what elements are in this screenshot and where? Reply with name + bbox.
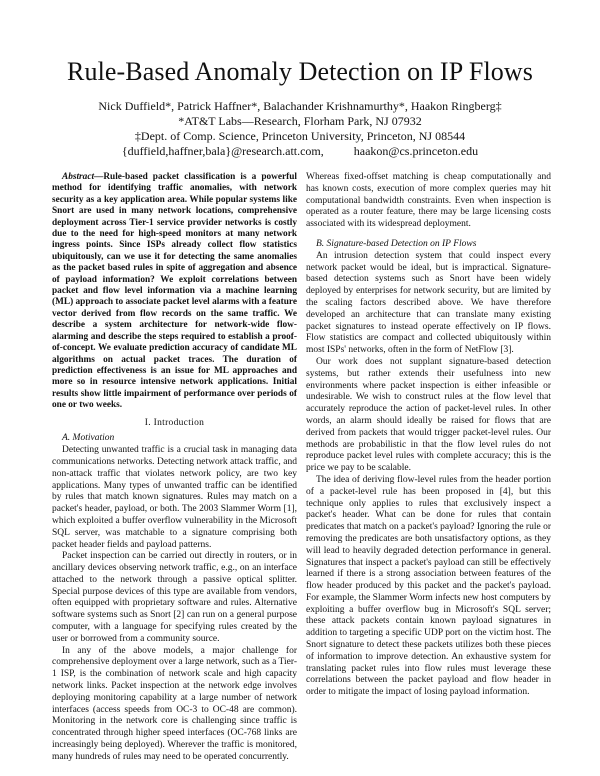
author-emails: {duffield,haffner,bala}@research.att.com, haakon@cs.princeton.edu <box>121 144 479 158</box>
paragraph: An intrusion detection system that could inspect every network packet would be ideal, but is impractical. Signature-based detection systems such as Snort have been widely deployed by enterprises for network security, but are limited by the scaling factors described above. We have therefore developed an architecture that can translate many existing packet signatures to instead operate effectively on IP flows. Flow statistics are compact and collected ubiquitously within most ISPs' networks, often in the form of NetFlow [3]. <box>306 250 551 356</box>
abstract-label: Abstract <box>62 172 95 182</box>
abstract <box>52 172 297 412</box>
left-column <box>52 172 297 764</box>
paragraph: In any of the above models, a major challenge for comprehensive deployment over a large network, such as a Tier-1 ISP, is the combination of network scale and high capacity network links. Packet inspection at the network edge involves deploying monitoring capability at a large number of network interfaces (access speeds from OC-3 to OC-48 are common). Monitoring in the network core is challenging since traffic is concentrated through higher speed interfaces (OC-768 links are increasingly being deployed). Wherever the traffic is monitored, many hundreds of rules may need to be operated concurrently. <box>52 645 297 762</box>
right-column <box>306 172 551 699</box>
paper-title: Rule-Based Anomaly Detection on IP Flows <box>67 57 533 86</box>
abstract-text: —Rule-based packet classification is a powerful method for identifying traffic anomalies, with network security as a key application area. While popular systems like Snort are used in many network locations, comprehensive deployment across Tier-1 service provider networks is costly due to the need for high-speed monitors at many network ingress points. Since ISPs already collect flow statistics ubiquitously, can we use it for detecting the same anomalies as the packet based rules in spite of aggregation and absence of payload information? We exploit correlations between packet and flow level information via a machine learning (ML) approach to associate packet level alarms with a feature vector derived from flow records on the same traffic. We describe a system architecture for network-wide flow-alarming and describe the steps required to establish a proof-of-concept. We evaluate prediction accuracy of candidate ML algorithms on actual packet traces. The duration of prediction effectiveness is an issue for ML approaches and more so in resource intensive network applications. Initial results show little impairment of performance over periods of one or two weeks. <box>52 172 297 411</box>
author-list: Nick Duffield*, Patrick Haffner*, Balachander Krishnamurthy*, Haakon Ringberg‡ <box>98 99 502 113</box>
section-heading-introduction: I. Introduction <box>144 417 205 428</box>
subsection-heading-motivation: A. Motivation <box>62 433 115 444</box>
affiliation-att: *AT&T Labs—Research, Florham Park, NJ 07932 <box>178 114 422 128</box>
subsection-heading-signature-detection: B. Signature-based Detection on IP Flows <box>316 238 477 249</box>
paragraph: The idea of deriving flow-level rules from the header portion of a packet-level rule has been proposed in [4], but this technique only applies to rules that exclusively inspect a packet's header. What can be done for rules that contain predicates that match on a packet's payload? Ignoring the rule or removing the predicates are both unsatisfactory options, as they will lead to heavily degraded detection performance in general. Signatures that inspect a packet's payload can still be effectively learned if there is a strong association between features of the flow header produced by this packet and the packet's payload. For example, the Slammer Worm infects new host computers by exploiting a buffer overflow bug in Microsoft's SQL server; these attack packets contain known payload signatures in addition to targeting a specific UDP port on the victim host. The Snort signature to detect these packets utilizes both these pieces of information to improve detection. An exhaustive system for translating packet rules into flow rules must leverage these correlations between the packet payload and flow header in order to mitigate the impact of losing payload information. <box>306 474 551 698</box>
paragraph: Our work does not supplant signature-based detection systems, but rather extends their usefulness into new environments where packet inspection is either infeasible or undesirable. We wish to construct rules at the flow level that accurately reproduce the action of packet-level rules. In other words, an alarm should ideally be raised for flows that are derived from packets that would trigger packet-level rules. Our methods are probabilistic in that the flow level rules do not reproduce packet level rules with complete accuracy; this is the price we pay to be scalable. <box>306 356 551 474</box>
paragraph: Whereas fixed-offset matching is cheap computationally and has known costs, execution of more complex queries may hit computational bandwidth constraints. Even when inspection is operated as a router feature, there may be large licensing costs associated with its widespread deployment. <box>306 172 551 230</box>
affiliation-princeton: ‡Dept. of Comp. Science, Princeton University, Princeton, NJ 08544 <box>134 129 466 143</box>
paragraph: Detecting unwanted traffic is a crucial task in managing data communications networks. Detecting network attack traffic, and non-attack traffic that violates network policy, are two key applications. Many types of unwanted traffic can be identified by rules that match known signatures. Rules may match on a packet's header, payload, or both. The 2003 Slammer Worm [1], which exploited a buffer overflow vulnerability in the Microsoft SQL server, was matchable to a signature comprising both packet header fields and payload patterns. <box>52 445 297 550</box>
paragraph: Packet inspection can be carried out directly in routers, or in ancillary devices observing network traffic, e.g., on an interface attached to the network through a passive optical splitter. Special purpose devices of this type are available from vendors, often equipped with proprietary software and rules. Alternative software systems such as Snort [2] can run on a general purpose computer, with a language for specifying rules created by the user or borrowed from a community source. <box>52 551 297 644</box>
